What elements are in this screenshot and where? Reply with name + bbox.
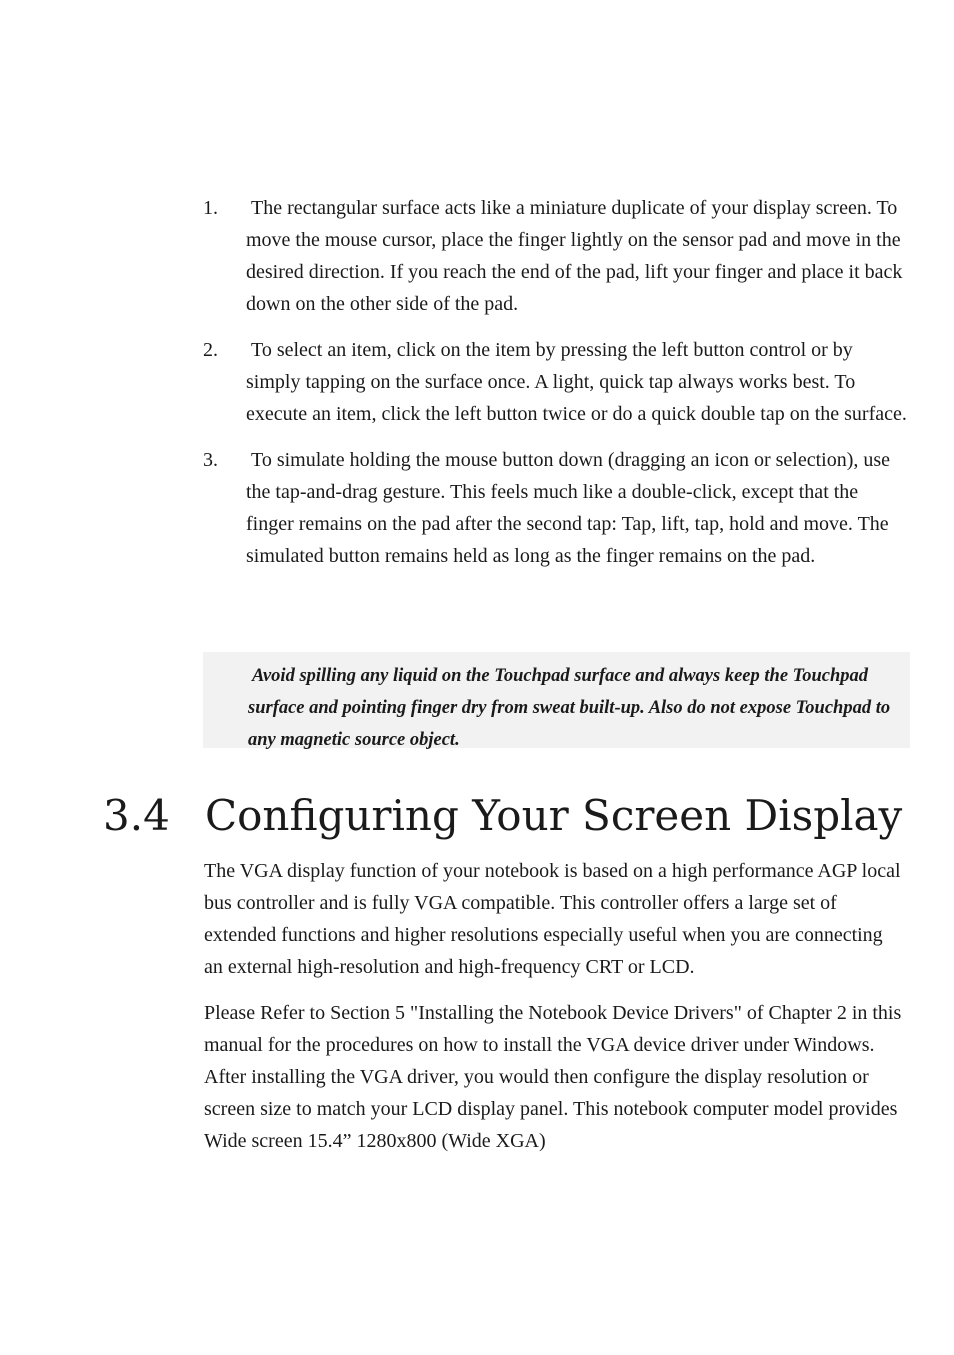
section-body [204,855,906,1171]
paragraph: The VGA display function of your notebook is based on a high performance AGP local bus controller and is fully VGA compatible. This controller offers a large set of extended functions and higher resolutions especially useful when you are connecting an external high-resolution and high-frequency CRT or LCD. [204,860,901,978]
list-item [203,334,908,430]
list-item-number: 3. [203,449,218,471]
section-heading [103,788,923,844]
section-title: Configuring Your Screen Display [205,791,903,840]
caution-note-text: Avoid spilling any liquid on the Touchpad surface and always keep the Touchpad surface and pointing finger dry from sweat built-up. Also do not expose Touchpad to any magnetic source object. [248,666,891,750]
list-item-number: 1. [203,197,218,219]
list-item [203,192,908,320]
section-number: 3.4 [103,791,170,840]
paragraph: Please Refer to Section 5 "Installing the Notebook Device Drivers" of Chapter 2 in this manual for the procedures on how to install the VGA device driver under Windows. After installing the VGA driver, you would then configure the display resolution or screen size to match your LCD display panel. This notebook computer model provides Wide screen 15.4” 1280x800 (Wide XGA) [204,1002,902,1152]
numbered-list [203,192,908,586]
list-item-text: The rectangular surface acts like a miniature duplicate of your display screen. To move the mouse cursor, place the finger lightly on the sensor pad and move in the desired direction. If you reach the end of the pad, lift your finger and place it back down on the other side of the pad. [246,197,903,315]
list-item-text: To simulate holding the mouse button down (dragging an icon or selection), use the tap-and-drag gesture. This feels much like a double-click, except that the finger remains on the pad after the second tap: Tap, lift, tap, hold and move. The simulated button remains held as long as the finger remains on the pad. [246,449,891,567]
list-item-text: To select an item, click on the item by pressing the left button control or by simply tapping on the surface once. A light, quick tap always works best. To execute an item, click the left button twice or do a quick double tap on the surface. [246,339,907,425]
caution-note-box [203,652,910,748]
list-item-number: 2. [203,339,218,361]
list-item [203,444,908,572]
